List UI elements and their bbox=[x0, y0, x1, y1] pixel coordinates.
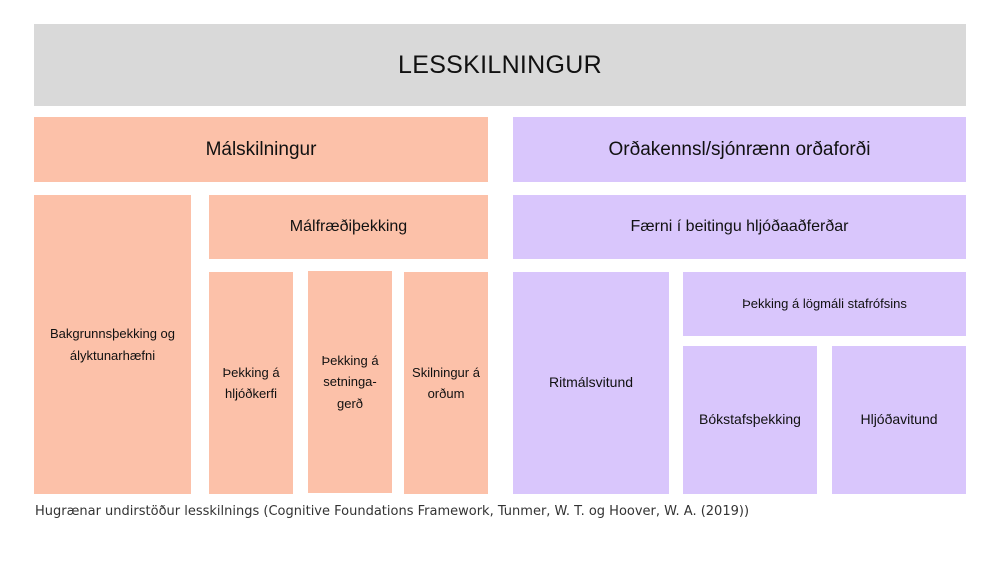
title-box bbox=[34, 24, 966, 106]
word-recognition-label: Orðakennsl/sjónrænn orðaforði bbox=[608, 138, 871, 160]
decoding-label: Færni í beitingu hljóðaaðferðar bbox=[630, 218, 849, 235]
grammar-knowledge-box bbox=[209, 195, 488, 259]
letter-knowledge-label: Bókstafsþekking bbox=[699, 411, 801, 428]
phonemic-awareness-label: Hljóðavitund bbox=[860, 411, 938, 428]
decoding-box bbox=[513, 195, 966, 259]
phonology-label: Þekking á hljóðkerfi bbox=[222, 364, 280, 401]
phonemic-awareness-box bbox=[832, 346, 966, 494]
language-comprehension-box bbox=[34, 117, 488, 182]
syntax-label: Þekking á setninga- gerð bbox=[321, 352, 379, 411]
word-recognition-box bbox=[513, 117, 966, 182]
letter-knowledge-box bbox=[683, 346, 817, 494]
alphabetic-principle-label: Þekking á lögmáli stafrófsins bbox=[742, 296, 907, 312]
background-knowledge-label: Bakgrunnsþekking og ályktunarhæfni bbox=[49, 326, 176, 363]
figure-caption: Hugrænar undirstöður lesskilnings (Cognitive Foundations Framework, Tunmer, W. T. og Hoover, W. A. (2019)) bbox=[35, 504, 750, 519]
alphabetic-principle-box bbox=[683, 272, 966, 336]
print-awareness-box bbox=[513, 272, 669, 494]
title-text: LESSKILNINGUR bbox=[398, 50, 602, 79]
background-knowledge-box bbox=[34, 195, 191, 494]
vocabulary-label: Skilningur á orðum bbox=[412, 364, 480, 401]
grammar-knowledge-label: Málfræðiþekking bbox=[289, 218, 408, 235]
vocabulary-box bbox=[404, 272, 488, 494]
phonology-box bbox=[209, 272, 293, 494]
print-awareness-label: Ritmálsvitund bbox=[548, 374, 634, 391]
syntax-box bbox=[308, 271, 392, 493]
language-comprehension-label: Málskilningur bbox=[205, 138, 317, 160]
